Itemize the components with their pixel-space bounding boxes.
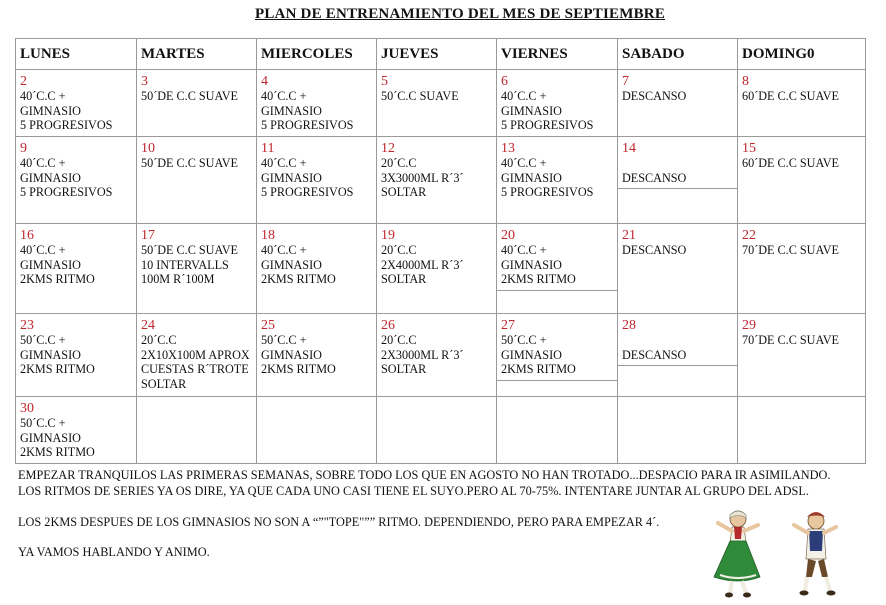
workout-text: 70´DE C.C SUAVE [742, 243, 839, 257]
day-cell [377, 70, 497, 137]
day-number: 20 [501, 228, 515, 243]
day-number: 2 [20, 74, 27, 89]
day-number: 26 [381, 318, 395, 333]
day-cell [137, 314, 257, 397]
day-number: 13 [501, 141, 515, 156]
workout-text: 40´C.C + GIMNASIO 5 PROGRESIVOS [20, 156, 113, 199]
day-number: 7 [622, 74, 629, 89]
day-cell [137, 224, 257, 314]
day-number: 14 [622, 141, 636, 156]
day-cell [16, 397, 137, 464]
day-cell [16, 224, 137, 314]
day-number: 10 [141, 141, 155, 156]
training-calendar [15, 38, 866, 464]
note-line-4: YA VAMOS HABLANDO Y ANIMO. [18, 545, 210, 559]
day-number: 6 [501, 74, 508, 89]
day-cell [137, 137, 257, 224]
day-number: 8 [742, 74, 749, 89]
cell-divider [618, 365, 737, 366]
day-number: 30 [20, 401, 34, 416]
workout-text: DESCANSO [622, 243, 687, 257]
workout-text: 50´DE C.C SUAVE [141, 156, 238, 170]
day-cell [377, 137, 497, 224]
cell-divider [618, 188, 737, 189]
day-header-martes: MARTES [137, 39, 257, 70]
day-header-miercoles: MIERCOLES [257, 39, 377, 70]
week-row [16, 70, 866, 137]
day-cell [738, 137, 866, 224]
day-cell [497, 314, 618, 397]
day-header-lunes: LUNES [16, 39, 137, 70]
day-cell [257, 137, 377, 224]
dancing-couple-illustration [708, 505, 874, 599]
workout-text: 20´C.C 2X10X100M APROX CUESTAS R´TROTE SOLTAR [141, 333, 250, 391]
note-line-3: LOS 2KMS DESPUES DE LOS GIMNASIOS NO SON A “”"TOPE"”” RITMO. DEPENDIENDO, PERO PARA EMPEZAR 4´. [18, 515, 660, 529]
workout-text: 50´DE C.C SUAVE [141, 89, 238, 103]
workout-text: 50´C.C SUAVE [381, 89, 459, 103]
workout-text: 20´C.C 2X4000ML R´3´ SOLTAR [381, 243, 464, 286]
day-cell [618, 70, 738, 137]
week-row [16, 224, 866, 314]
workout-text: 40´C.C + GIMNASIO 2KMS RITMO [261, 243, 336, 286]
day-cell [738, 224, 866, 314]
day-number: 24 [141, 318, 155, 333]
workout-text: DESCANSO [622, 170, 687, 185]
day-number: 19 [381, 228, 395, 243]
note-line-2: LOS RITMOS DE SERIES YA OS DIRE, YA QUE CADA UNO CASI TIENE EL SUYO.PERO AL 70-75%. INTENTARE JUNTAR AL GRUPO DEL ADSL. [18, 484, 809, 498]
day-cell [257, 70, 377, 137]
workout-text: 50´C.C + GIMNASIO 2KMS RITMO [261, 333, 336, 376]
day-cell [497, 137, 618, 224]
day-number: 12 [381, 141, 395, 156]
day-header-domingo: DOMING0 [738, 39, 866, 70]
workout-text: 50´C.C + GIMNASIO 2KMS RITMO [20, 416, 95, 459]
day-cell [257, 224, 377, 314]
day-number: 18 [261, 228, 275, 243]
week-row [16, 314, 866, 397]
workout-text: 20´C.C 2X3000ML R´3´ SOLTAR [381, 333, 464, 376]
workout-text: 40´C.C + GIMNASIO 5 PROGRESIVOS [261, 156, 354, 199]
day-header-viernes: VIERNES [497, 39, 618, 70]
day-header-jueves: JUEVES [377, 39, 497, 70]
day-cell [497, 224, 618, 314]
day-cell [137, 397, 257, 464]
day-cell [377, 397, 497, 464]
day-cell [16, 137, 137, 224]
workout-text: 40´C.C + GIMNASIO 5 PROGRESIVOS [20, 89, 113, 132]
week-row [16, 137, 866, 224]
workout-text: 60´DE C.C SUAVE [742, 156, 839, 170]
day-number: 23 [20, 318, 34, 333]
dancer-woman [714, 511, 760, 598]
day-number: 15 [742, 141, 756, 156]
dancer-man [794, 512, 836, 596]
day-cell [738, 70, 866, 137]
workout-text: 40´C.C + GIMNASIO 2KMS RITMO [501, 243, 576, 286]
week-row [16, 397, 866, 464]
day-number: 28 [622, 318, 636, 333]
day-cell [738, 314, 866, 397]
workout-text: 40´C.C + GIMNASIO 5 PROGRESIVOS [261, 89, 354, 132]
day-cell [377, 314, 497, 397]
page-title: PLAN DE ENTRENAMIENTO DEL MES DE SEPTIEMBRE [254, 6, 666, 22]
day-header-sabado: SABADO [618, 39, 738, 70]
day-number: 9 [20, 141, 27, 156]
workout-text: DESCANSO [622, 347, 687, 362]
cell-divider [497, 380, 617, 381]
workout-text: 50´DE C.C SUAVE 10 INTERVALLS 100M R´100M [141, 243, 238, 286]
workout-text: 60´DE C.C SUAVE [742, 89, 839, 103]
day-cell [16, 70, 137, 137]
workout-text: DESCANSO [622, 89, 687, 103]
note-line-1: EMPEZAR TRANQUILOS LAS PRIMERAS SEMANAS, SOBRE TODO LOS QUE EN AGOSTO NO HAN TROTADO...DESPACIO PARA IR ASIMILANDO. [18, 468, 831, 482]
day-cell [618, 224, 738, 314]
day-number: 11 [261, 141, 275, 156]
day-cell [377, 224, 497, 314]
day-number: 5 [381, 74, 388, 89]
day-cell [618, 137, 738, 224]
workout-text: 70´DE C.C SUAVE [742, 333, 839, 347]
day-cell [738, 397, 866, 464]
day-number: 22 [742, 228, 756, 243]
workout-text: 40´C.C + GIMNASIO 5 PROGRESIVOS [501, 89, 594, 132]
workout-text: 50´C.C + GIMNASIO 2KMS RITMO [20, 333, 95, 376]
day-number: 25 [261, 318, 275, 333]
day-number: 3 [141, 74, 148, 89]
day-number: 17 [141, 228, 155, 243]
day-cell [137, 70, 257, 137]
day-cell [497, 70, 618, 137]
cell-divider [497, 290, 617, 291]
workout-text: 40´C.C + GIMNASIO 5 PROGRESIVOS [501, 156, 594, 199]
day-number: 16 [20, 228, 34, 243]
day-cell [16, 314, 137, 397]
day-number: 27 [501, 318, 515, 333]
day-cell [497, 397, 618, 464]
day-cell [618, 314, 738, 397]
workout-text: 40´C.C + GIMNASIO 2KMS RITMO [20, 243, 95, 286]
day-cell [618, 397, 738, 464]
day-number: 29 [742, 318, 756, 333]
workout-text: 50´C.C + GIMNASIO 2KMS RITMO [501, 333, 576, 376]
day-cell [257, 397, 377, 464]
day-cell [257, 314, 377, 397]
workout-text: 20´C.C 3X3000ML R´3´ SOLTAR [381, 156, 464, 199]
day-number: 21 [622, 228, 636, 243]
day-number: 4 [261, 74, 268, 89]
